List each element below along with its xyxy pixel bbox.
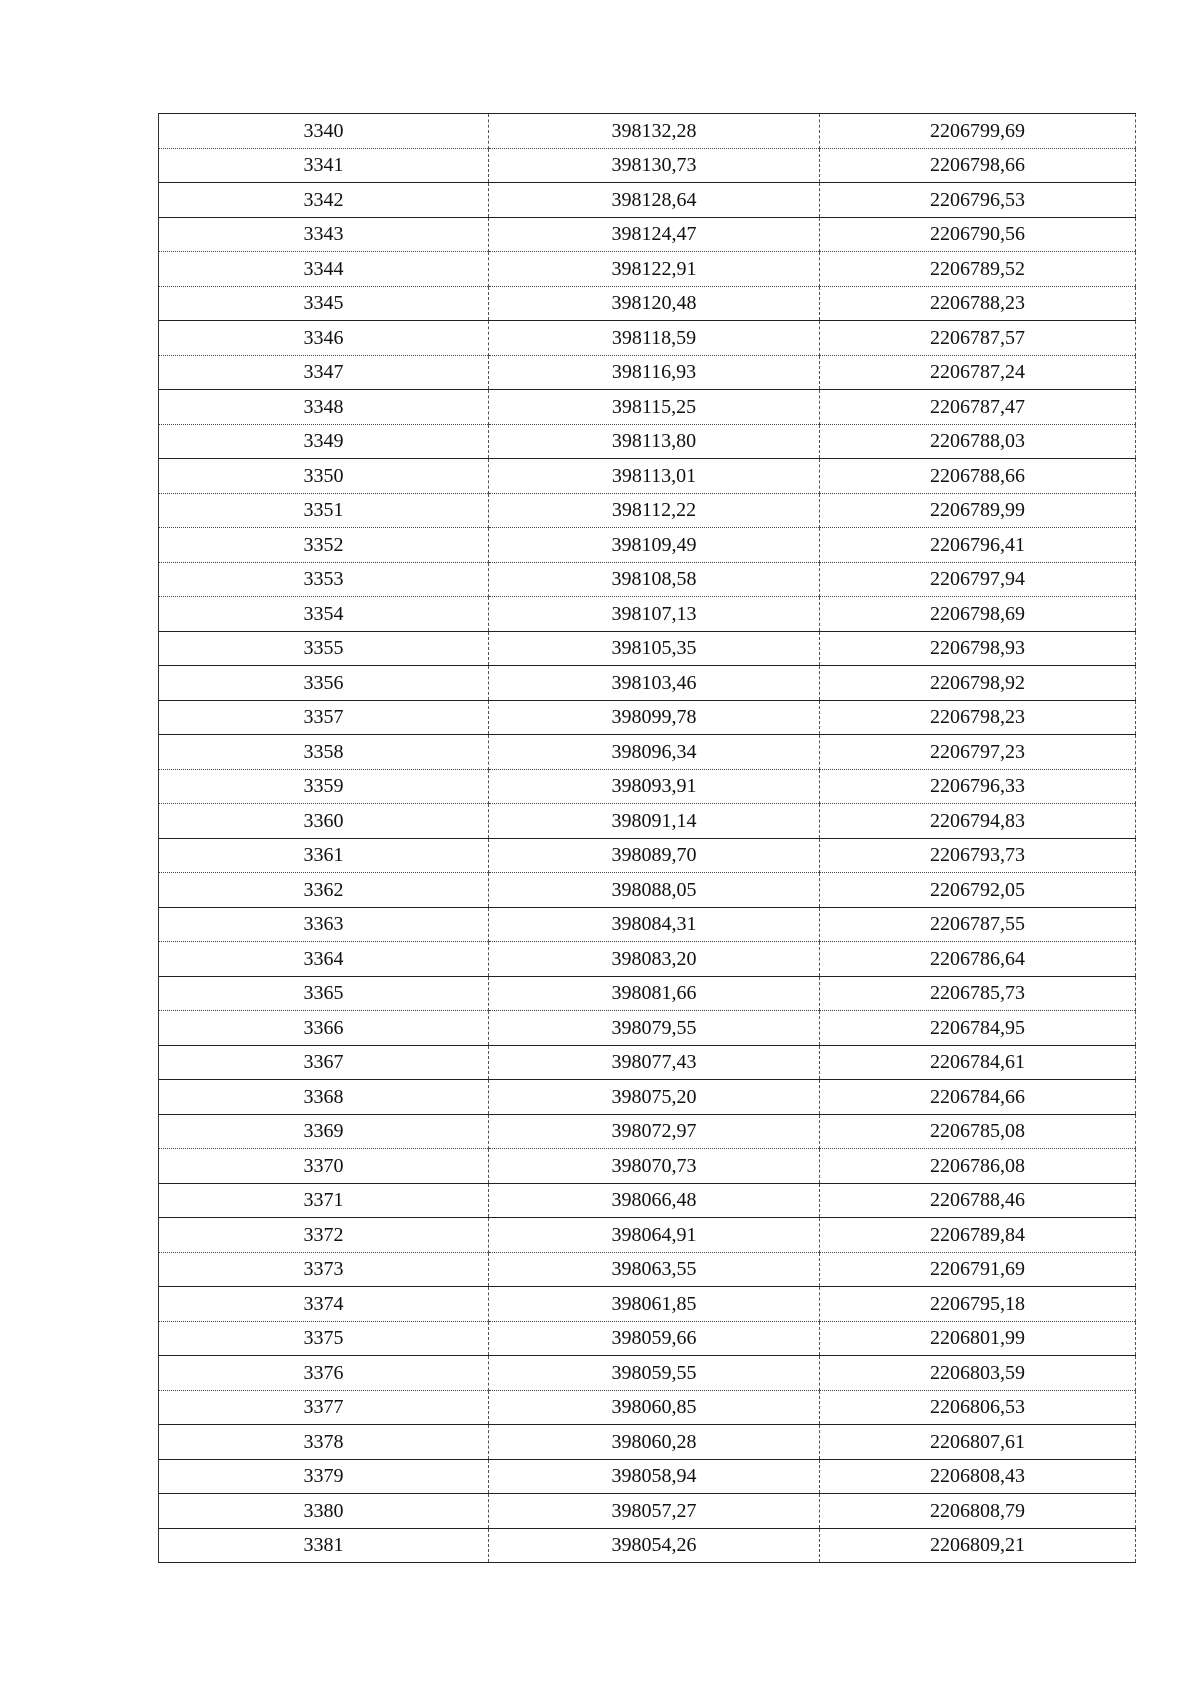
- table-row: [159, 286, 1136, 321]
- table-row: [159, 666, 1136, 701]
- x-coordinate-cell: 398061,85: [489, 1287, 820, 1322]
- y-coordinate-cell: 2206789,52: [820, 252, 1136, 287]
- table-row: [159, 1149, 1136, 1184]
- table-row: [159, 942, 1136, 977]
- point-number-cell: 3341: [159, 148, 489, 183]
- x-coordinate-cell: 398105,35: [489, 631, 820, 666]
- coordinates-table-container: [158, 113, 1135, 1563]
- table-row: [159, 1045, 1136, 1080]
- point-number-cell: 3377: [159, 1390, 489, 1425]
- y-coordinate-cell: 2206806,53: [820, 1390, 1136, 1425]
- x-coordinate-cell: 398108,58: [489, 562, 820, 597]
- table-row: [159, 148, 1136, 183]
- point-number-cell: 3371: [159, 1183, 489, 1218]
- table-row: [159, 597, 1136, 632]
- table-row: [159, 1080, 1136, 1115]
- point-number-cell: 3362: [159, 873, 489, 908]
- y-coordinate-cell: 2206809,21: [820, 1528, 1136, 1563]
- x-coordinate-cell: 398107,13: [489, 597, 820, 632]
- y-coordinate-cell: 2206808,79: [820, 1494, 1136, 1529]
- point-number-cell: 3369: [159, 1114, 489, 1149]
- x-coordinate-cell: 398070,73: [489, 1149, 820, 1184]
- table-row: [159, 769, 1136, 804]
- x-coordinate-cell: 398096,34: [489, 735, 820, 770]
- x-coordinate-cell: 398089,70: [489, 838, 820, 873]
- point-number-cell: 3361: [159, 838, 489, 873]
- x-coordinate-cell: 398075,20: [489, 1080, 820, 1115]
- x-coordinate-cell: 398059,66: [489, 1321, 820, 1356]
- y-coordinate-cell: 2206798,23: [820, 700, 1136, 735]
- y-coordinate-cell: 2206787,57: [820, 321, 1136, 356]
- y-coordinate-cell: 2206794,83: [820, 804, 1136, 839]
- table-row: [159, 838, 1136, 873]
- x-coordinate-cell: 398054,26: [489, 1528, 820, 1563]
- y-coordinate-cell: 2206787,55: [820, 907, 1136, 942]
- x-coordinate-cell: 398113,80: [489, 424, 820, 459]
- y-coordinate-cell: 2206789,84: [820, 1218, 1136, 1253]
- point-number-cell: 3379: [159, 1459, 489, 1494]
- table-row: [159, 217, 1136, 252]
- point-number-cell: 3375: [159, 1321, 489, 1356]
- x-coordinate-cell: 398113,01: [489, 459, 820, 494]
- y-coordinate-cell: 2206791,69: [820, 1252, 1136, 1287]
- x-coordinate-cell: 398130,73: [489, 148, 820, 183]
- point-number-cell: 3376: [159, 1356, 489, 1391]
- point-number-cell: 3370: [159, 1149, 489, 1184]
- point-number-cell: 3356: [159, 666, 489, 701]
- x-coordinate-cell: 398063,55: [489, 1252, 820, 1287]
- table-row: [159, 735, 1136, 770]
- x-coordinate-cell: 398088,05: [489, 873, 820, 908]
- y-coordinate-cell: 2206787,24: [820, 355, 1136, 390]
- point-number-cell: 3374: [159, 1287, 489, 1322]
- table-row: [159, 1252, 1136, 1287]
- point-number-cell: 3378: [159, 1425, 489, 1460]
- table-row: [159, 321, 1136, 356]
- table-row: [159, 1287, 1136, 1322]
- point-number-cell: 3349: [159, 424, 489, 459]
- y-coordinate-cell: 2206796,33: [820, 769, 1136, 804]
- x-coordinate-cell: 398060,28: [489, 1425, 820, 1460]
- point-number-cell: 3366: [159, 1011, 489, 1046]
- y-coordinate-cell: 2206786,08: [820, 1149, 1136, 1184]
- point-number-cell: 3357: [159, 700, 489, 735]
- point-number-cell: 3363: [159, 907, 489, 942]
- table-row: [159, 1114, 1136, 1149]
- table-row: [159, 459, 1136, 494]
- point-number-cell: 3340: [159, 114, 489, 149]
- x-coordinate-cell: 398112,22: [489, 493, 820, 528]
- y-coordinate-cell: 2206784,66: [820, 1080, 1136, 1115]
- x-coordinate-cell: 398066,48: [489, 1183, 820, 1218]
- y-coordinate-cell: 2206796,53: [820, 183, 1136, 218]
- x-coordinate-cell: 398083,20: [489, 942, 820, 977]
- point-number-cell: 3355: [159, 631, 489, 666]
- x-coordinate-cell: 398072,97: [489, 1114, 820, 1149]
- y-coordinate-cell: 2206785,08: [820, 1114, 1136, 1149]
- y-coordinate-cell: 2206803,59: [820, 1356, 1136, 1391]
- point-number-cell: 3359: [159, 769, 489, 804]
- x-coordinate-cell: 398099,78: [489, 700, 820, 735]
- y-coordinate-cell: 2206786,64: [820, 942, 1136, 977]
- y-coordinate-cell: 2206785,73: [820, 976, 1136, 1011]
- point-number-cell: 3380: [159, 1494, 489, 1529]
- point-number-cell: 3350: [159, 459, 489, 494]
- table-row: [159, 804, 1136, 839]
- point-number-cell: 3372: [159, 1218, 489, 1253]
- table-row: [159, 976, 1136, 1011]
- y-coordinate-cell: 2206784,95: [820, 1011, 1136, 1046]
- point-number-cell: 3373: [159, 1252, 489, 1287]
- y-coordinate-cell: 2206788,46: [820, 1183, 1136, 1218]
- y-coordinate-cell: 2206793,73: [820, 838, 1136, 873]
- x-coordinate-cell: 398118,59: [489, 321, 820, 356]
- point-number-cell: 3343: [159, 217, 489, 252]
- y-coordinate-cell: 2206788,03: [820, 424, 1136, 459]
- y-coordinate-cell: 2206796,41: [820, 528, 1136, 563]
- table-row: [159, 907, 1136, 942]
- point-number-cell: 3368: [159, 1080, 489, 1115]
- point-number-cell: 3360: [159, 804, 489, 839]
- table-row: [159, 114, 1136, 149]
- y-coordinate-cell: 2206799,69: [820, 114, 1136, 149]
- x-coordinate-cell: 398132,28: [489, 114, 820, 149]
- table-body: [159, 114, 1136, 1563]
- point-number-cell: 3364: [159, 942, 489, 977]
- x-coordinate-cell: 398081,66: [489, 976, 820, 1011]
- table-row: [159, 1390, 1136, 1425]
- table-row: [159, 1459, 1136, 1494]
- table-row: [159, 390, 1136, 425]
- table-row: [159, 1356, 1136, 1391]
- y-coordinate-cell: 2206790,56: [820, 217, 1136, 252]
- x-coordinate-cell: 398109,49: [489, 528, 820, 563]
- point-number-cell: 3346: [159, 321, 489, 356]
- table-row: [159, 528, 1136, 563]
- table-row: [159, 1321, 1136, 1356]
- x-coordinate-cell: 398103,46: [489, 666, 820, 701]
- x-coordinate-cell: 398058,94: [489, 1459, 820, 1494]
- point-number-cell: 3367: [159, 1045, 489, 1080]
- x-coordinate-cell: 398077,43: [489, 1045, 820, 1080]
- x-coordinate-cell: 398128,64: [489, 183, 820, 218]
- coordinates-table: [158, 113, 1136, 1563]
- x-coordinate-cell: 398059,55: [489, 1356, 820, 1391]
- y-coordinate-cell: 2206788,23: [820, 286, 1136, 321]
- y-coordinate-cell: 2206808,43: [820, 1459, 1136, 1494]
- y-coordinate-cell: 2206787,47: [820, 390, 1136, 425]
- x-coordinate-cell: 398079,55: [489, 1011, 820, 1046]
- y-coordinate-cell: 2206788,66: [820, 459, 1136, 494]
- y-coordinate-cell: 2206795,18: [820, 1287, 1136, 1322]
- table-row: [159, 252, 1136, 287]
- point-number-cell: 3342: [159, 183, 489, 218]
- point-number-cell: 3353: [159, 562, 489, 597]
- table-row: [159, 1494, 1136, 1529]
- x-coordinate-cell: 398093,91: [489, 769, 820, 804]
- y-coordinate-cell: 2206798,69: [820, 597, 1136, 632]
- point-number-cell: 3345: [159, 286, 489, 321]
- point-number-cell: 3358: [159, 735, 489, 770]
- y-coordinate-cell: 2206798,92: [820, 666, 1136, 701]
- x-coordinate-cell: 398084,31: [489, 907, 820, 942]
- y-coordinate-cell: 2206789,99: [820, 493, 1136, 528]
- x-coordinate-cell: 398064,91: [489, 1218, 820, 1253]
- x-coordinate-cell: 398057,27: [489, 1494, 820, 1529]
- x-coordinate-cell: 398116,93: [489, 355, 820, 390]
- y-coordinate-cell: 2206798,66: [820, 148, 1136, 183]
- table-row: [159, 493, 1136, 528]
- table-row: [159, 424, 1136, 459]
- table-row: [159, 562, 1136, 597]
- point-number-cell: 3354: [159, 597, 489, 632]
- table-row: [159, 1218, 1136, 1253]
- table-row: [159, 1528, 1136, 1563]
- table-row: [159, 873, 1136, 908]
- table-row: [159, 631, 1136, 666]
- table-row: [159, 183, 1136, 218]
- table-row: [159, 1011, 1136, 1046]
- x-coordinate-cell: 398115,25: [489, 390, 820, 425]
- table-row: [159, 700, 1136, 735]
- point-number-cell: 3347: [159, 355, 489, 390]
- table-row: [159, 1183, 1136, 1218]
- y-coordinate-cell: 2206797,94: [820, 562, 1136, 597]
- y-coordinate-cell: 2206807,61: [820, 1425, 1136, 1460]
- point-number-cell: 3344: [159, 252, 489, 287]
- y-coordinate-cell: 2206784,61: [820, 1045, 1136, 1080]
- x-coordinate-cell: 398122,91: [489, 252, 820, 287]
- y-coordinate-cell: 2206792,05: [820, 873, 1136, 908]
- y-coordinate-cell: 2206801,99: [820, 1321, 1136, 1356]
- table-row: [159, 1425, 1136, 1460]
- x-coordinate-cell: 398120,48: [489, 286, 820, 321]
- point-number-cell: 3352: [159, 528, 489, 563]
- x-coordinate-cell: 398091,14: [489, 804, 820, 839]
- y-coordinate-cell: 2206797,23: [820, 735, 1136, 770]
- point-number-cell: 3351: [159, 493, 489, 528]
- point-number-cell: 3348: [159, 390, 489, 425]
- x-coordinate-cell: 398060,85: [489, 1390, 820, 1425]
- x-coordinate-cell: 398124,47: [489, 217, 820, 252]
- y-coordinate-cell: 2206798,93: [820, 631, 1136, 666]
- table-row: [159, 355, 1136, 390]
- point-number-cell: 3381: [159, 1528, 489, 1563]
- point-number-cell: 3365: [159, 976, 489, 1011]
